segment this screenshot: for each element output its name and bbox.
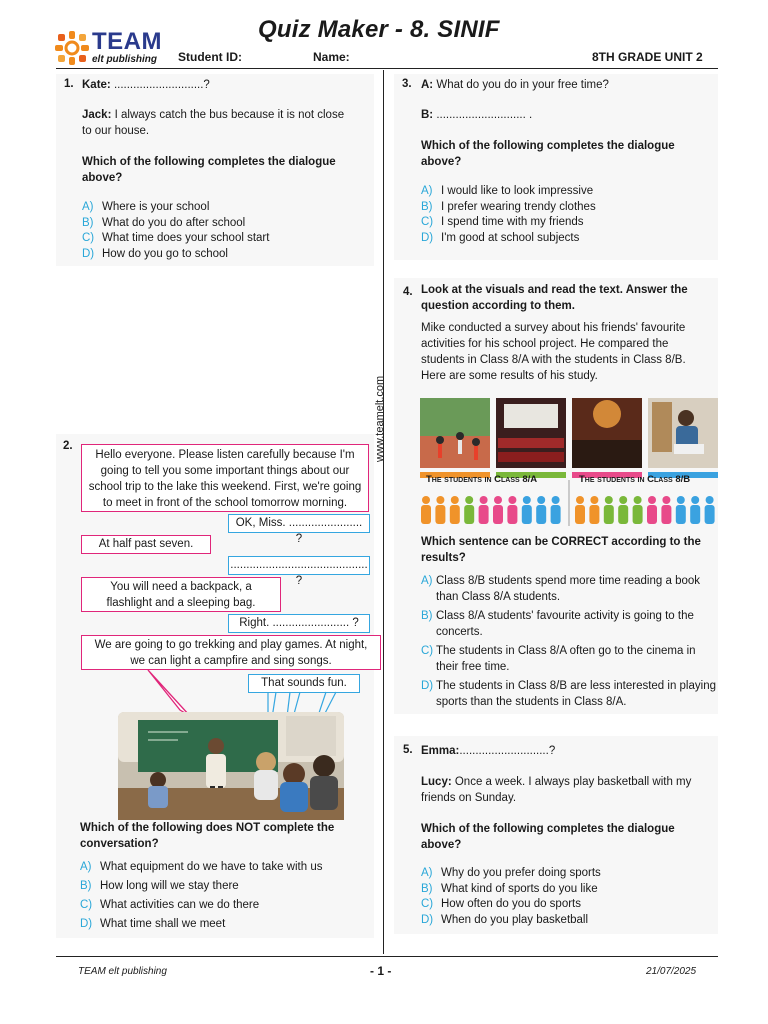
- header-divider: [56, 68, 718, 69]
- option-b[interactable]: B) Class 8/A students' favourite activity is going to the concerts.: [421, 610, 694, 638]
- column-divider: [383, 70, 384, 954]
- person-icon: [618, 496, 628, 524]
- unit-label: 8TH GRADE UNIT 2: [592, 50, 703, 64]
- classroom-image: [118, 670, 344, 820]
- options-list: [80, 858, 370, 934]
- person-icon: [450, 496, 460, 524]
- option-c[interactable]: C) What activities can we do there: [80, 899, 260, 911]
- question-number: 3.: [402, 78, 412, 90]
- option-c[interactable]: C) I spend time with my friends: [421, 216, 584, 228]
- speaker-kate: Kate:: [82, 79, 111, 91]
- question-stem: Which of the following completes the dialogue above?: [421, 140, 675, 168]
- footer-divider: [56, 956, 718, 957]
- dialogue-text: What do you do in your free time?: [433, 79, 609, 91]
- person-icon: [493, 496, 503, 524]
- option-d[interactable]: D) How do you go to school: [82, 247, 228, 260]
- options-list: [82, 200, 367, 262]
- person-icon: [464, 496, 474, 524]
- person-icon: [690, 496, 700, 524]
- speech-bubble-student: ........................................... ?: [228, 556, 370, 575]
- speech-bubble-teacher: At half past seven.: [81, 535, 211, 554]
- option-a[interactable]: A) Where is your school: [82, 201, 210, 213]
- speech-bubble-student: OK, Miss. ....................... ?: [228, 514, 370, 533]
- speech-bubble-teacher: Hello everyone. Please listen carefully because I'm going to tell you some important things about our school trip to the lake this weekend. First, we're going to meet in front of the school tomorrow morning.: [81, 444, 369, 512]
- name-label: Name:: [313, 50, 350, 64]
- option-a[interactable]: A) I would like to look impressive: [421, 185, 594, 197]
- class-b-label: The students in Class 8/B: [579, 474, 691, 485]
- speaker-emma: Emma:: [421, 745, 460, 757]
- dialogue-line: [82, 108, 352, 139]
- question-stem: Which of the following does NOT complete the conversation?: [80, 822, 335, 850]
- speech-bubble-teacher: We are going to go trekking and play games. At night, we can light a campfire and sing songs.: [81, 635, 381, 670]
- person-icon: [479, 496, 489, 524]
- person-icon: [647, 496, 657, 524]
- person-icon: [604, 496, 614, 524]
- blank-line: ............................?: [110, 79, 210, 91]
- logo-team-text: TEAM: [92, 28, 162, 55]
- sun-logo-icon: [54, 30, 90, 66]
- student-id-label: Student ID:: [178, 50, 242, 64]
- person-icon: [676, 496, 686, 524]
- option-c[interactable]: C) What time does your school start: [82, 232, 270, 244]
- page-title: Quiz Maker - 8. SINIF: [258, 16, 500, 43]
- dialogue-text: I always catch the bus because it is not close to our house.: [82, 109, 345, 137]
- page-number: - 1 -: [370, 964, 392, 978]
- speaker-b: B:: [421, 109, 434, 121]
- footer-date: 21/07/2025: [646, 966, 697, 977]
- option-d[interactable]: D) When do you play basketball: [421, 913, 589, 926]
- speech-bubble-student: That sounds fun.: [248, 674, 360, 693]
- person-icon: [522, 496, 532, 524]
- dialogue-line: [421, 744, 711, 760]
- blank-line: ............................ .: [433, 109, 533, 121]
- question-stem: Which of the following completes the dialogue above?: [82, 156, 336, 184]
- person-icon: [633, 496, 643, 524]
- person-icon: [421, 496, 431, 524]
- person-icon: [661, 496, 671, 524]
- option-d[interactable]: D) The students in Class 8/B are less interested in playing sports than the students in Class 8/A.: [421, 680, 716, 708]
- question-instruction: Look at the visuals and read the text. Answer the question according to them.: [421, 284, 688, 312]
- option-b[interactable]: B) What kind of sports do you like: [421, 882, 598, 895]
- question-number: 5.: [403, 744, 413, 756]
- options-list: [421, 866, 711, 928]
- option-b[interactable]: B) How long will we stay there: [80, 880, 239, 892]
- options-list: [421, 574, 716, 710]
- speaker-lucy: Lucy:: [421, 776, 452, 788]
- person-icon: [435, 496, 445, 524]
- question-number: 2.: [63, 440, 73, 452]
- team-logo: [54, 30, 166, 68]
- person-icon: [551, 496, 561, 524]
- logo-sub-text: elt publishing: [92, 54, 157, 65]
- question-number: 4.: [403, 286, 413, 298]
- question-1: [56, 74, 374, 266]
- option-c[interactable]: C) The students in Class 8/A often go to the cinema in their free time.: [421, 645, 696, 673]
- dialogue-text: Once a week. I always play basketball with my friends on Sunday.: [421, 776, 692, 804]
- person-icon: [589, 496, 599, 524]
- option-b[interactable]: B) I prefer wearing trendy clothes: [421, 200, 596, 213]
- person-icon: [507, 496, 517, 524]
- dialogue-line: [421, 108, 711, 124]
- dialogue-line: [82, 78, 362, 94]
- option-a[interactable]: A) What equipment do we have to take with us: [80, 861, 323, 873]
- option-a[interactable]: A) Class 8/B students spend more time reading a book than Class 8/A students.: [421, 575, 701, 603]
- speaker-a: A:: [421, 79, 434, 91]
- person-icon: [536, 496, 546, 524]
- question-3: [394, 74, 718, 260]
- question-stem: Which of the following completes the dialogue above?: [421, 823, 675, 851]
- website-text: www.teamelt.com: [374, 375, 386, 462]
- option-c[interactable]: C) How often do you do sports: [421, 898, 581, 910]
- person-icon: [705, 496, 715, 524]
- question-5: [394, 736, 718, 934]
- option-a[interactable]: A) Why do you prefer doing sports: [421, 867, 601, 879]
- option-d[interactable]: D) I'm good at school subjects: [421, 231, 580, 244]
- question-number: 1.: [64, 78, 74, 90]
- speaker-jack: Jack:: [82, 109, 112, 121]
- person-icon: [575, 496, 585, 524]
- survey-images: [420, 396, 718, 526]
- blank-line: ............................?: [459, 745, 556, 757]
- speech-bubble-teacher: You will need a backpack, a flashlight and a sleeping bag.: [81, 577, 281, 612]
- passage-text: Mike conducted a survey about his friends' favourite activities for his school project. He compared the students in Class 8/A with the students in Class 8/B. Here are some results of his study.: [421, 322, 686, 382]
- speech-bubble-student: Right. ........................ ?: [228, 614, 370, 633]
- dialogue-line: [421, 775, 706, 806]
- option-d[interactable]: D) What time shall we meet: [80, 918, 226, 930]
- question-4: [394, 278, 718, 714]
- option-b[interactable]: B) What do you do after school: [82, 216, 246, 229]
- class-a-label: The students in Class 8/A: [426, 474, 538, 485]
- question-stem: Which sentence can be CORRECT according to the results?: [421, 536, 701, 564]
- dialogue-line: [421, 78, 711, 94]
- footer-publisher: TEAM elt publishing: [78, 966, 167, 977]
- options-list: [421, 184, 711, 246]
